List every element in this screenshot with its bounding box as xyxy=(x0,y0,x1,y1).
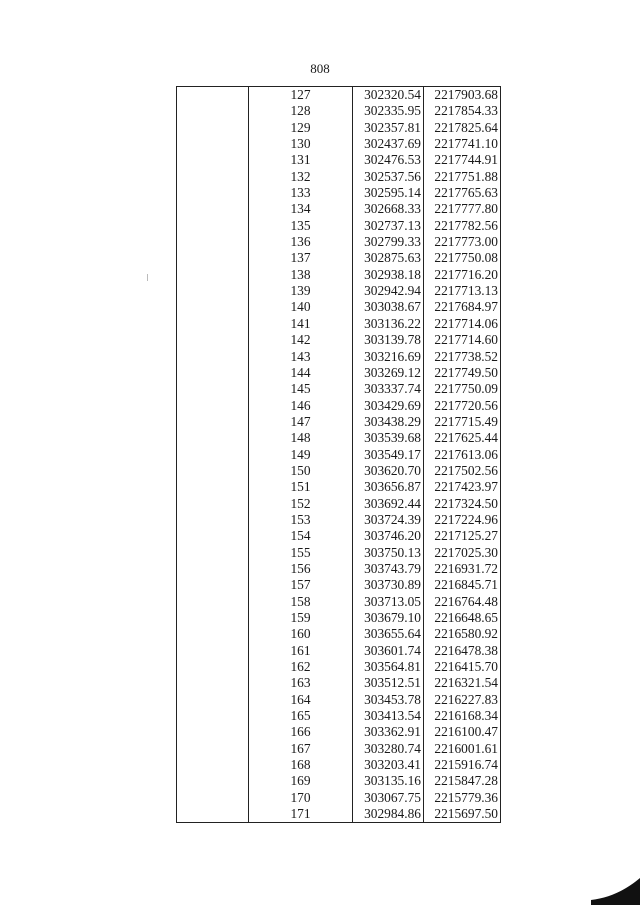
y-coordinate-cell: 2217749.50 xyxy=(424,365,501,381)
table-row xyxy=(177,250,501,266)
point-number-cell: 145 xyxy=(249,381,353,397)
point-number-cell: 158 xyxy=(249,594,353,610)
y-coordinate-cell: 2217714.06 xyxy=(424,316,501,332)
blank-cell xyxy=(177,120,249,136)
blank-cell xyxy=(177,773,249,789)
x-coordinate-cell: 302357.81 xyxy=(353,120,424,136)
blank-cell xyxy=(177,528,249,544)
x-coordinate-cell: 303362.91 xyxy=(353,724,424,740)
blank-cell xyxy=(177,87,249,104)
blank-cell xyxy=(177,512,249,528)
x-coordinate-cell: 303429.69 xyxy=(353,398,424,414)
margin-mark xyxy=(147,274,148,281)
x-coordinate-cell: 303269.12 xyxy=(353,365,424,381)
table-row xyxy=(177,185,501,201)
blank-cell xyxy=(177,365,249,381)
point-number-cell: 151 xyxy=(249,479,353,495)
x-coordinate-cell: 302875.63 xyxy=(353,250,424,266)
y-coordinate-cell: 2217825.64 xyxy=(424,120,501,136)
point-number-cell: 141 xyxy=(249,316,353,332)
blank-cell xyxy=(177,577,249,593)
table-row xyxy=(177,398,501,414)
point-number-cell: 143 xyxy=(249,349,353,365)
point-number-cell: 153 xyxy=(249,512,353,528)
point-number-cell: 139 xyxy=(249,283,353,299)
blank-cell xyxy=(177,561,249,577)
x-coordinate-cell: 303512.51 xyxy=(353,675,424,691)
point-number-cell: 149 xyxy=(249,447,353,463)
blank-cell xyxy=(177,103,249,119)
point-number-cell: 164 xyxy=(249,692,353,708)
table-row xyxy=(177,218,501,234)
y-coordinate-cell: 2216648.65 xyxy=(424,610,501,626)
x-coordinate-cell: 302668.33 xyxy=(353,201,424,217)
blank-cell xyxy=(177,299,249,315)
table-row xyxy=(177,447,501,463)
y-coordinate-cell: 2217765.63 xyxy=(424,185,501,201)
y-coordinate-cell: 2217741.10 xyxy=(424,136,501,152)
y-coordinate-cell: 2217715.49 xyxy=(424,414,501,430)
point-number-cell: 165 xyxy=(249,708,353,724)
point-number-cell: 162 xyxy=(249,659,353,675)
x-coordinate-cell: 303139.78 xyxy=(353,332,424,348)
point-number-cell: 167 xyxy=(249,741,353,757)
blank-cell xyxy=(177,185,249,201)
blank-cell xyxy=(177,430,249,446)
point-number-cell: 127 xyxy=(249,87,353,104)
point-number-cell: 163 xyxy=(249,675,353,691)
y-coordinate-cell: 2216478.38 xyxy=(424,643,501,659)
y-coordinate-cell: 2216321.54 xyxy=(424,675,501,691)
table-row xyxy=(177,496,501,512)
table-row xyxy=(177,349,501,365)
x-coordinate-cell: 303136.22 xyxy=(353,316,424,332)
table-row xyxy=(177,316,501,332)
coordinates-table-body xyxy=(177,87,501,823)
x-coordinate-cell: 303620.70 xyxy=(353,463,424,479)
x-coordinate-cell: 303453.78 xyxy=(353,692,424,708)
x-coordinate-cell: 303203.41 xyxy=(353,757,424,773)
table-row xyxy=(177,332,501,348)
table-row xyxy=(177,675,501,691)
blank-cell xyxy=(177,708,249,724)
blank-cell xyxy=(177,414,249,430)
table-row xyxy=(177,103,501,119)
point-number-cell: 146 xyxy=(249,398,353,414)
scan-edge-mark xyxy=(591,878,640,905)
x-coordinate-cell: 303692.44 xyxy=(353,496,424,512)
x-coordinate-cell: 302320.54 xyxy=(353,87,424,104)
point-number-cell: 142 xyxy=(249,332,353,348)
blank-cell xyxy=(177,496,249,512)
blank-cell xyxy=(177,659,249,675)
table-row xyxy=(177,806,501,823)
blank-cell xyxy=(177,594,249,610)
table-row xyxy=(177,365,501,381)
point-number-cell: 155 xyxy=(249,545,353,561)
y-coordinate-cell: 2217025.30 xyxy=(424,545,501,561)
x-coordinate-cell: 303601.74 xyxy=(353,643,424,659)
x-coordinate-cell: 302799.33 xyxy=(353,234,424,250)
y-coordinate-cell: 2217750.09 xyxy=(424,381,501,397)
table-row xyxy=(177,773,501,789)
table-row xyxy=(177,528,501,544)
table-row xyxy=(177,692,501,708)
y-coordinate-cell: 2217714.60 xyxy=(424,332,501,348)
x-coordinate-cell: 303656.87 xyxy=(353,479,424,495)
y-coordinate-cell: 2217224.96 xyxy=(424,512,501,528)
x-coordinate-cell: 302938.18 xyxy=(353,267,424,283)
point-number-cell: 160 xyxy=(249,626,353,642)
blank-cell xyxy=(177,692,249,708)
y-coordinate-cell: 2217750.08 xyxy=(424,250,501,266)
point-number-cell: 133 xyxy=(249,185,353,201)
y-coordinate-cell: 2217625.44 xyxy=(424,430,501,446)
x-coordinate-cell: 302737.13 xyxy=(353,218,424,234)
point-number-cell: 135 xyxy=(249,218,353,234)
x-coordinate-cell: 303337.74 xyxy=(353,381,424,397)
blank-cell xyxy=(177,234,249,250)
blank-cell xyxy=(177,806,249,823)
y-coordinate-cell: 2217854.33 xyxy=(424,103,501,119)
x-coordinate-cell: 302437.69 xyxy=(353,136,424,152)
point-number-cell: 150 xyxy=(249,463,353,479)
blank-cell xyxy=(177,218,249,234)
table-row xyxy=(177,430,501,446)
table-row xyxy=(177,643,501,659)
table-row xyxy=(177,512,501,528)
table-row xyxy=(177,267,501,283)
table-row xyxy=(177,381,501,397)
y-coordinate-cell: 2215779.36 xyxy=(424,790,501,806)
x-coordinate-cell: 303539.68 xyxy=(353,430,424,446)
y-coordinate-cell: 2215847.28 xyxy=(424,773,501,789)
point-number-cell: 147 xyxy=(249,414,353,430)
point-number-cell: 148 xyxy=(249,430,353,446)
y-coordinate-cell: 2217713.13 xyxy=(424,283,501,299)
y-coordinate-cell: 2217125.27 xyxy=(424,528,501,544)
y-coordinate-cell: 2216580.92 xyxy=(424,626,501,642)
table-row xyxy=(177,790,501,806)
y-coordinate-cell: 2217773.00 xyxy=(424,234,501,250)
point-number-cell: 168 xyxy=(249,757,353,773)
point-number-cell: 134 xyxy=(249,201,353,217)
point-number-cell: 171 xyxy=(249,806,353,823)
point-number-cell: 130 xyxy=(249,136,353,152)
y-coordinate-cell: 2217777.80 xyxy=(424,201,501,217)
table-row xyxy=(177,545,501,561)
x-coordinate-cell: 303038.67 xyxy=(353,299,424,315)
coordinates-table xyxy=(176,86,501,823)
table-row xyxy=(177,741,501,757)
table-row xyxy=(177,724,501,740)
table-row xyxy=(177,479,501,495)
blank-cell xyxy=(177,201,249,217)
y-coordinate-cell: 2215916.74 xyxy=(424,757,501,773)
point-number-cell: 128 xyxy=(249,103,353,119)
y-coordinate-cell: 2217751.88 xyxy=(424,169,501,185)
x-coordinate-cell: 303216.69 xyxy=(353,349,424,365)
blank-cell xyxy=(177,349,249,365)
blank-cell xyxy=(177,643,249,659)
y-coordinate-cell: 2216415.70 xyxy=(424,659,501,675)
table-row xyxy=(177,201,501,217)
table-row xyxy=(177,152,501,168)
blank-cell xyxy=(177,398,249,414)
table-row xyxy=(177,136,501,152)
blank-cell xyxy=(177,169,249,185)
point-number-cell: 131 xyxy=(249,152,353,168)
blank-cell xyxy=(177,626,249,642)
x-coordinate-cell: 302984.86 xyxy=(353,806,424,823)
table-row xyxy=(177,626,501,642)
point-number-cell: 170 xyxy=(249,790,353,806)
point-number-cell: 140 xyxy=(249,299,353,315)
blank-cell xyxy=(177,463,249,479)
y-coordinate-cell: 2216001.61 xyxy=(424,741,501,757)
x-coordinate-cell: 303655.64 xyxy=(353,626,424,642)
table-row xyxy=(177,299,501,315)
y-coordinate-cell: 2217716.20 xyxy=(424,267,501,283)
y-coordinate-cell: 2217720.56 xyxy=(424,398,501,414)
blank-cell xyxy=(177,267,249,283)
blank-cell xyxy=(177,152,249,168)
y-coordinate-cell: 2217502.56 xyxy=(424,463,501,479)
table-row xyxy=(177,463,501,479)
blank-cell xyxy=(177,447,249,463)
table-row xyxy=(177,120,501,136)
blank-cell xyxy=(177,675,249,691)
table-row xyxy=(177,659,501,675)
point-number-cell: 137 xyxy=(249,250,353,266)
point-number-cell: 159 xyxy=(249,610,353,626)
blank-cell xyxy=(177,741,249,757)
x-coordinate-cell: 303724.39 xyxy=(353,512,424,528)
table-row xyxy=(177,561,501,577)
blank-cell xyxy=(177,610,249,626)
x-coordinate-cell: 302595.14 xyxy=(353,185,424,201)
point-number-cell: 169 xyxy=(249,773,353,789)
point-number-cell: 161 xyxy=(249,643,353,659)
blank-cell xyxy=(177,790,249,806)
x-coordinate-cell: 303067.75 xyxy=(353,790,424,806)
point-number-cell: 129 xyxy=(249,120,353,136)
x-coordinate-cell: 302942.94 xyxy=(353,283,424,299)
y-coordinate-cell: 2216168.34 xyxy=(424,708,501,724)
point-number-cell: 144 xyxy=(249,365,353,381)
point-number-cell: 132 xyxy=(249,169,353,185)
y-coordinate-cell: 2217782.56 xyxy=(424,218,501,234)
x-coordinate-cell: 303713.05 xyxy=(353,594,424,610)
blank-cell xyxy=(177,757,249,773)
blank-cell xyxy=(177,479,249,495)
blank-cell xyxy=(177,381,249,397)
table-row xyxy=(177,283,501,299)
y-coordinate-cell: 2216931.72 xyxy=(424,561,501,577)
x-coordinate-cell: 303280.74 xyxy=(353,741,424,757)
blank-cell xyxy=(177,250,249,266)
x-coordinate-cell: 303679.10 xyxy=(353,610,424,626)
blank-cell xyxy=(177,136,249,152)
x-coordinate-cell: 303746.20 xyxy=(353,528,424,544)
x-coordinate-cell: 303135.16 xyxy=(353,773,424,789)
x-coordinate-cell: 303750.13 xyxy=(353,545,424,561)
blank-cell xyxy=(177,316,249,332)
y-coordinate-cell: 2216100.47 xyxy=(424,724,501,740)
table-row xyxy=(177,234,501,250)
point-number-cell: 154 xyxy=(249,528,353,544)
table-row xyxy=(177,87,501,104)
y-coordinate-cell: 2216764.48 xyxy=(424,594,501,610)
y-coordinate-cell: 2217324.50 xyxy=(424,496,501,512)
point-number-cell: 136 xyxy=(249,234,353,250)
y-coordinate-cell: 2217613.06 xyxy=(424,447,501,463)
y-coordinate-cell: 2216227.83 xyxy=(424,692,501,708)
table-row xyxy=(177,757,501,773)
y-coordinate-cell: 2217744.91 xyxy=(424,152,501,168)
blank-cell xyxy=(177,724,249,740)
x-coordinate-cell: 302476.53 xyxy=(353,152,424,168)
table-row xyxy=(177,594,501,610)
y-coordinate-cell: 2216845.71 xyxy=(424,577,501,593)
x-coordinate-cell: 303743.79 xyxy=(353,561,424,577)
page-number: 808 xyxy=(310,61,330,76)
x-coordinate-cell: 302537.56 xyxy=(353,169,424,185)
point-number-cell: 138 xyxy=(249,267,353,283)
point-number-cell: 152 xyxy=(249,496,353,512)
x-coordinate-cell: 303730.89 xyxy=(353,577,424,593)
table-row xyxy=(177,610,501,626)
table-row xyxy=(177,169,501,185)
table-row xyxy=(177,414,501,430)
point-number-cell: 166 xyxy=(249,724,353,740)
point-number-cell: 156 xyxy=(249,561,353,577)
x-coordinate-cell: 303549.17 xyxy=(353,447,424,463)
y-coordinate-cell: 2217903.68 xyxy=(424,87,501,104)
y-coordinate-cell: 2217684.97 xyxy=(424,299,501,315)
x-coordinate-cell: 303438.29 xyxy=(353,414,424,430)
blank-cell xyxy=(177,332,249,348)
point-number-cell: 157 xyxy=(249,577,353,593)
y-coordinate-cell: 2217738.52 xyxy=(424,349,501,365)
x-coordinate-cell: 302335.95 xyxy=(353,103,424,119)
y-coordinate-cell: 2217423.97 xyxy=(424,479,501,495)
x-coordinate-cell: 303413.54 xyxy=(353,708,424,724)
blank-cell xyxy=(177,545,249,561)
table-row xyxy=(177,708,501,724)
table-row xyxy=(177,577,501,593)
y-coordinate-cell: 2215697.50 xyxy=(424,806,501,823)
x-coordinate-cell: 303564.81 xyxy=(353,659,424,675)
blank-cell xyxy=(177,283,249,299)
